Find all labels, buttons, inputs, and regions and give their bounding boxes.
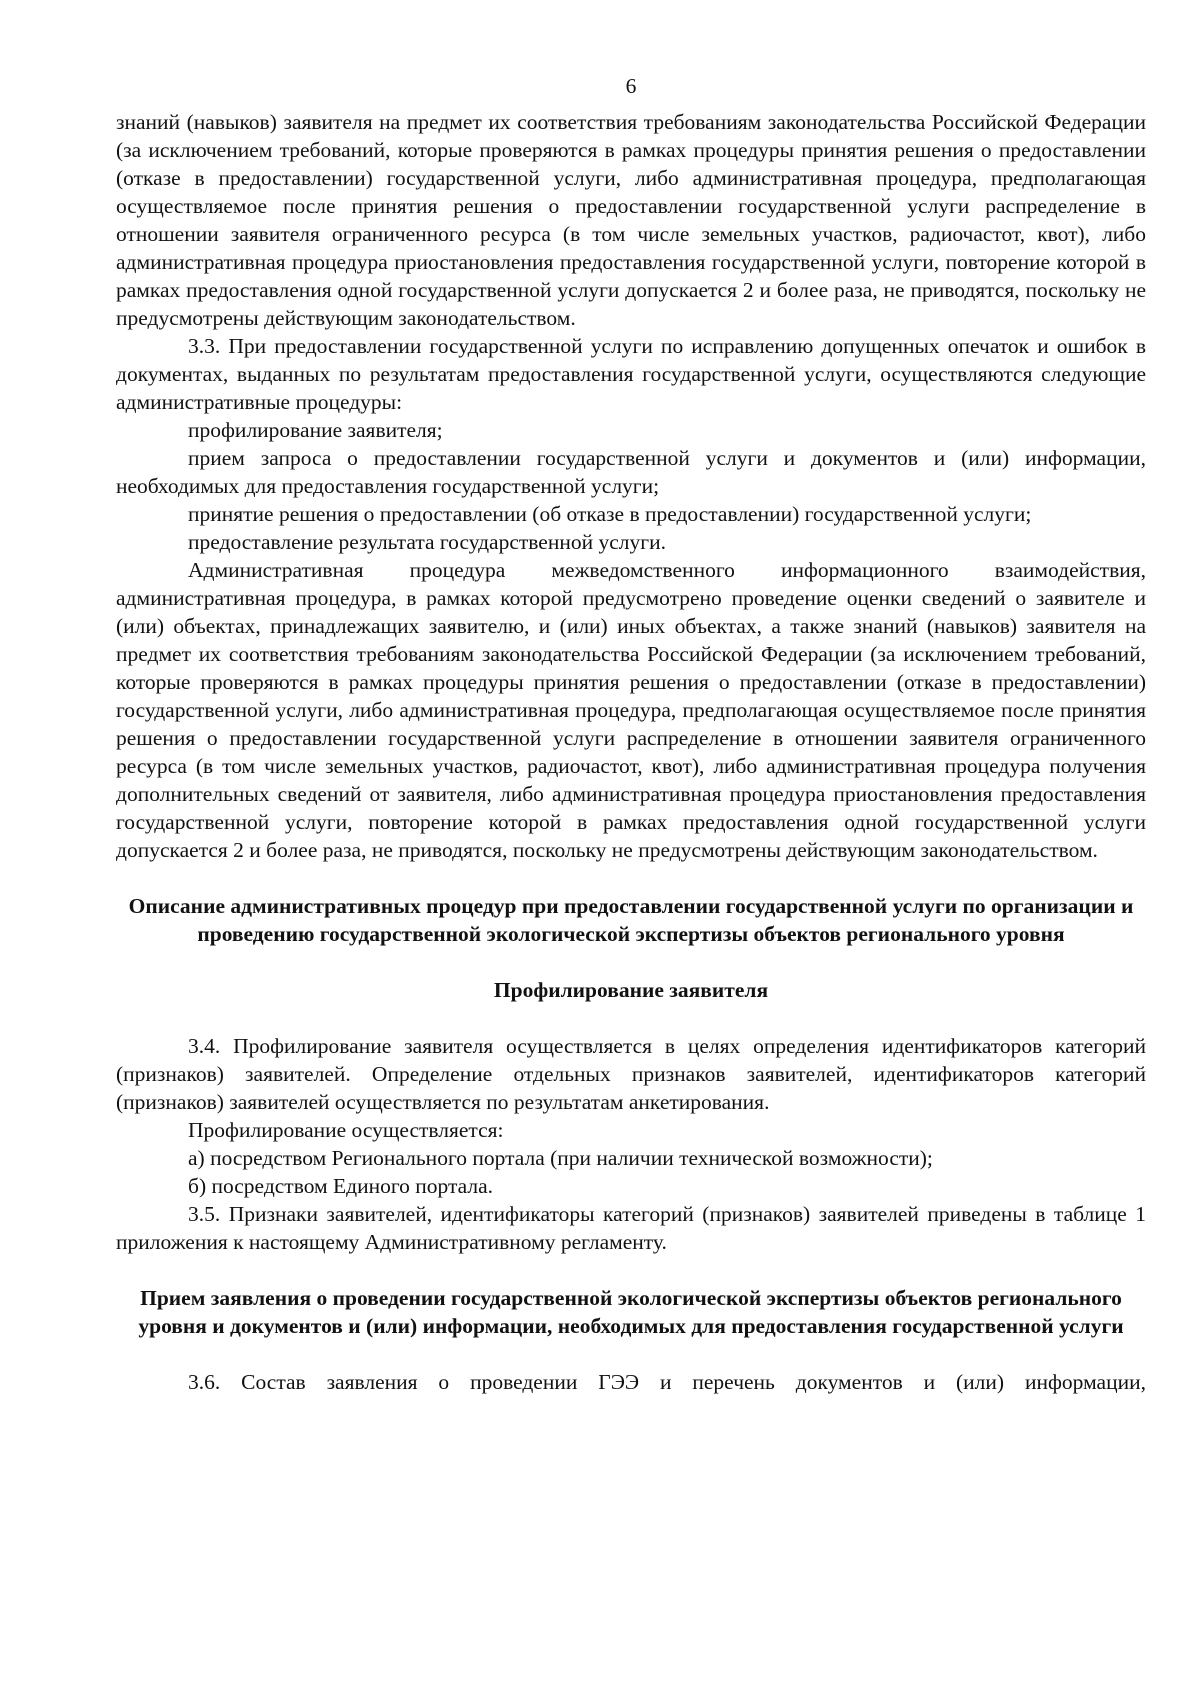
paragraph-3-4: 3.4. Профилирование заявителя осуществляется в целях определения идентификаторов категорий (признаков) заявителей. Определение отдельных признаков заявителей, идентификаторов категорий (признаков) заявителей осуществляется по результатам анкетирования. [116,1034,1146,1114]
paragraph-3-3: 3.3. При предоставлении государственной услуги по исправлению допущенных опечаток и ошибок в документах, выданных по результатам предоставления государственной услуги, осуществляются следующие административные процедуры: [116,334,1146,414]
list-item: прием запроса о предоставлении государственной услуги и документов и (или) информации, необходимых для предоставления государственной услуги; [116,446,1146,498]
paragraph-3-6: 3.6. Состав заявления о проведении ГЭЭ и перечень документов и (или) информации, [188,1370,1146,1394]
list-item: а) посредством Регионального портала (при наличии технической возможности); [188,1146,933,1170]
section-heading: Прием заявления о проведении государственной экологической экспертизы объектов регионального уровня и документов и (или) информации, необходимых для предоставления государственной услуги [138,1286,1124,1338]
list-item: профилирование заявителя; [188,418,443,442]
list-item: принятие решения о предоставлении (об отказе в предоставлении) государственной услуги; [188,502,1032,526]
list-item: предоставление результата государственной услуги. [188,530,666,554]
page-number: 6 [625,74,637,98]
paragraph-3-5: 3.5. Признаки заявителей, идентификаторы категорий (признаков) заявителей приведены в таблице 1 приложения к настоящему Административному регламенту. [116,1202,1146,1254]
section-heading: Описание административных процедур при предоставлении государственной услуги по организации и проведению государственной экологической экспертизы объектов регионального уровня [128,894,1134,946]
paragraph: Административная процедура межведомственного информационного взаимодействия, административная процедура, в рамках которой предусмотрено проведение оценки сведений о заявителе и (или) объектах, принадлежащих заявителю, и (или) иных объектах, а также знаний (навыков) заявителя на предмет их соответствия требованиям законодательства Российской Федерации (за исключением требований, которые проверяются в рамках процедуры принятия решения о предоставлении (отказе в предоставлении) государственной услуги, либо административная процедура, предполагающая осуществляемое после принятия решения о предоставлении государственной услуги распределение в отношении заявителя ограниченного ресурса (в том числе земельных участков, радиочастот, квот), либо административная процедура получения дополнительных сведений от заявителя, либо административная процедура приостановления предоставления государственной услуги, повторение которой в рамках предоставления одной государственной услуги допускается 2 и более раза, не приводятся, поскольку не предусмотрены действующим законодательством. [116,558,1146,862]
paragraph: знаний (навыков) заявителя на предмет их соответствия требованиям законодательства Российской Федерации (за исключением требований, которые проверяются в рамках процедуры принятия решения о предоставлении (отказе в предоставлении) государственной услуги, либо административная процедура, предполагающая осуществляемое после принятия решения о предоставлении государственной услуги распределение в отношении заявителя ограниченного ресурса (в том числе земельных участков, радиочастот, квот), либо административная процедура приостановления предоставления государственной услуги, повторение которой в рамках предоставления одной государственной услуги допускается 2 и более раза, не приводятся, поскольку не предусмотрены действующим законодательством. [116,110,1146,330]
paragraph: Профилирование осуществляется: [188,1118,504,1142]
document-page [116,72,1146,1396]
list-item: б) посредством Единого портала. [188,1174,494,1198]
subsection-heading: Профилирование заявителя [493,978,769,1002]
